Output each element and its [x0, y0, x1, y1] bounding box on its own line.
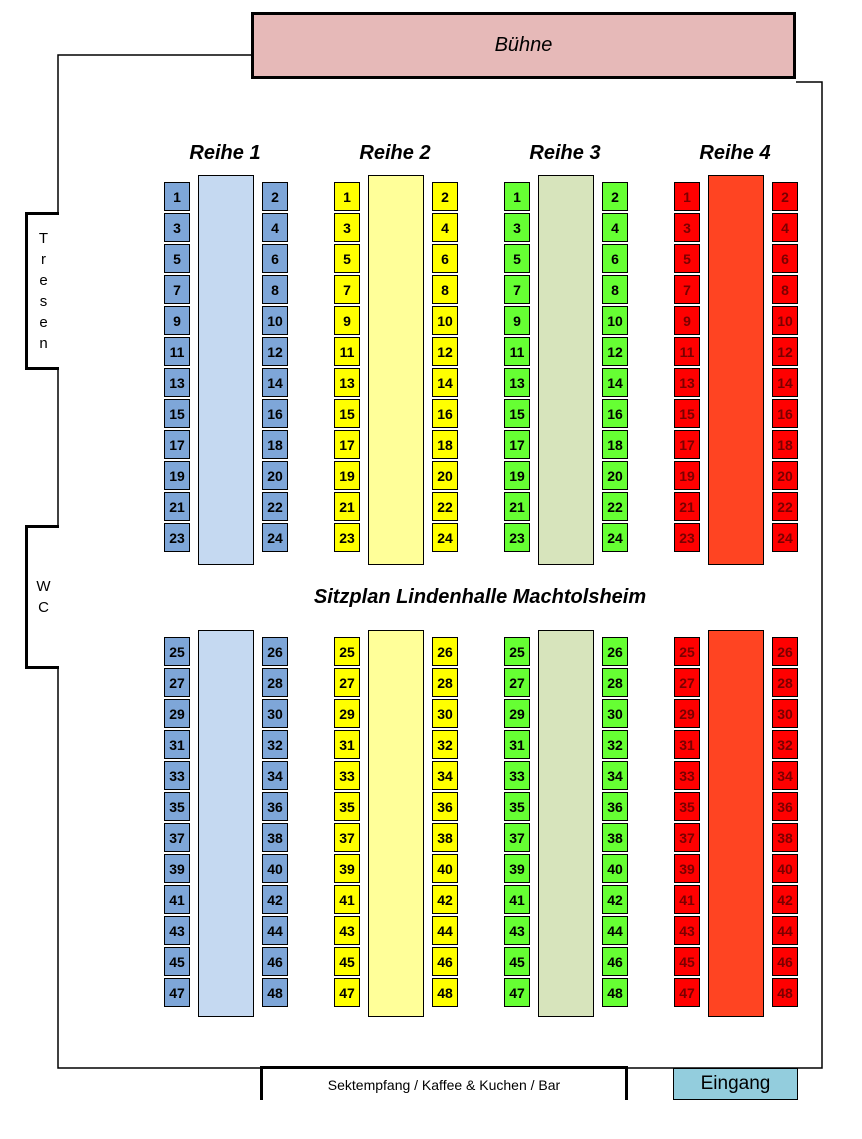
seat[interactable]: 7	[334, 275, 360, 304]
seat[interactable]: 44	[432, 916, 458, 945]
table	[368, 175, 424, 565]
seat[interactable]: 43	[674, 916, 700, 945]
seat[interactable]: 8	[432, 275, 458, 304]
seat[interactable]: 43	[334, 916, 360, 945]
seat[interactable]: 45	[504, 947, 530, 976]
seat[interactable]: 34	[262, 761, 288, 790]
seat[interactable]: 37	[164, 823, 190, 852]
seat[interactable]: 45	[674, 947, 700, 976]
seat[interactable]: 24	[432, 523, 458, 552]
seat[interactable]: 27	[504, 668, 530, 697]
seat[interactable]: 5	[164, 244, 190, 273]
seat[interactable]: 40	[602, 854, 628, 883]
seat[interactable]: 38	[432, 823, 458, 852]
seat[interactable]: 40	[432, 854, 458, 883]
seat[interactable]: 19	[504, 461, 530, 490]
seat[interactable]: 37	[504, 823, 530, 852]
seat[interactable]: 9	[504, 306, 530, 335]
seat[interactable]: 10	[262, 306, 288, 335]
bar-letter: e	[39, 314, 48, 331]
seat[interactable]: 30	[432, 699, 458, 728]
seat[interactable]: 27	[164, 668, 190, 697]
seat[interactable]: 32	[602, 730, 628, 759]
seat[interactable]: 23	[674, 523, 700, 552]
seat[interactable]: 11	[334, 337, 360, 366]
seat[interactable]: 2	[772, 182, 798, 211]
seat[interactable]: 3	[164, 213, 190, 242]
seat[interactable]: 33	[504, 761, 530, 790]
seat[interactable]: 35	[674, 792, 700, 821]
seat[interactable]: 33	[674, 761, 700, 790]
seat[interactable]: 37	[334, 823, 360, 852]
seat[interactable]: 21	[504, 492, 530, 521]
seat[interactable]: 19	[674, 461, 700, 490]
seat[interactable]: 42	[602, 885, 628, 914]
seat[interactable]: 2	[432, 182, 458, 211]
seat[interactable]: 27	[334, 668, 360, 697]
entrance-label: Eingang	[700, 1073, 771, 1094]
seat[interactable]: 46	[432, 947, 458, 976]
seat[interactable]: 30	[602, 699, 628, 728]
seat[interactable]: 18	[772, 430, 798, 459]
seat[interactable]: 40	[772, 854, 798, 883]
seat[interactable]: 7	[674, 275, 700, 304]
seat[interactable]: 10	[772, 306, 798, 335]
seat[interactable]: 20	[262, 461, 288, 490]
seat[interactable]: 41	[334, 885, 360, 914]
seat[interactable]: 5	[504, 244, 530, 273]
seat[interactable]: 43	[164, 916, 190, 945]
seat[interactable]: 4	[602, 213, 628, 242]
seat[interactable]: 2	[602, 182, 628, 211]
seat[interactable]: 26	[602, 637, 628, 666]
seat[interactable]: 22	[432, 492, 458, 521]
reception-area	[260, 1066, 628, 1100]
seat[interactable]: 15	[504, 399, 530, 428]
bar-letter: n	[39, 335, 48, 352]
seat[interactable]: 25	[504, 637, 530, 666]
seat[interactable]: 18	[602, 430, 628, 459]
seat[interactable]: 45	[164, 947, 190, 976]
seat[interactable]: 42	[772, 885, 798, 914]
seat[interactable]: 12	[772, 337, 798, 366]
wc-letter: W	[36, 578, 51, 595]
stage-label: Bühne	[494, 34, 553, 56]
seat[interactable]: 26	[262, 637, 288, 666]
seat[interactable]: 46	[602, 947, 628, 976]
row-title: Reihe 2	[359, 142, 431, 164]
seat[interactable]: 23	[334, 523, 360, 552]
seat[interactable]: 14	[602, 368, 628, 397]
seat[interactable]: 24	[262, 523, 288, 552]
bar-letter: s	[39, 293, 48, 310]
seat[interactable]: 31	[334, 730, 360, 759]
seat[interactable]: 25	[674, 637, 700, 666]
seat[interactable]: 21	[334, 492, 360, 521]
seat[interactable]: 4	[772, 213, 798, 242]
seat[interactable]: 9	[164, 306, 190, 335]
seat[interactable]: 41	[164, 885, 190, 914]
seat[interactable]: 34	[772, 761, 798, 790]
seat[interactable]: 46	[262, 947, 288, 976]
seat[interactable]: 13	[334, 368, 360, 397]
row-title: Reihe 1	[189, 142, 261, 164]
wc-letter: C	[38, 599, 49, 616]
seat[interactable]: 17	[504, 430, 530, 459]
seat[interactable]: 42	[262, 885, 288, 914]
seat[interactable]: 16	[772, 399, 798, 428]
seat[interactable]: 10	[432, 306, 458, 335]
seat[interactable]: 29	[164, 699, 190, 728]
seat[interactable]: 15	[334, 399, 360, 428]
seat[interactable]: 18	[262, 430, 288, 459]
seat[interactable]: 28	[772, 668, 798, 697]
entrance[interactable]	[673, 1068, 798, 1100]
seat[interactable]: 17	[164, 430, 190, 459]
seat[interactable]: 31	[164, 730, 190, 759]
seat[interactable]: 19	[334, 461, 360, 490]
seat[interactable]: 29	[504, 699, 530, 728]
seat[interactable]: 12	[432, 337, 458, 366]
table	[198, 175, 254, 565]
seat[interactable]: 29	[334, 699, 360, 728]
seat[interactable]: 13	[164, 368, 190, 397]
seat[interactable]: 6	[602, 244, 628, 273]
stage	[251, 12, 796, 79]
seat[interactable]: 7	[164, 275, 190, 304]
table	[368, 630, 424, 1017]
seat[interactable]: 7	[504, 275, 530, 304]
seat[interactable]: 47	[674, 978, 700, 1007]
seat[interactable]: 4	[432, 213, 458, 242]
seat[interactable]: 44	[772, 916, 798, 945]
seat[interactable]: 15	[164, 399, 190, 428]
seat[interactable]: 22	[772, 492, 798, 521]
seat[interactable]: 35	[164, 792, 190, 821]
seat[interactable]: 16	[262, 399, 288, 428]
seat[interactable]: 17	[334, 430, 360, 459]
seat[interactable]: 28	[432, 668, 458, 697]
reception-label: Sektempfang / Kaffee & Kuchen / Bar	[327, 1076, 561, 1093]
seat[interactable]: 6	[262, 244, 288, 273]
wc-area	[25, 525, 59, 669]
seat[interactable]: 21	[674, 492, 700, 521]
seat[interactable]: 35	[334, 792, 360, 821]
seat[interactable]: 46	[772, 947, 798, 976]
seat[interactable]: 31	[674, 730, 700, 759]
seat[interactable]: 42	[432, 885, 458, 914]
seat[interactable]: 47	[504, 978, 530, 1007]
seat[interactable]: 38	[772, 823, 798, 852]
seat[interactable]: 11	[504, 337, 530, 366]
seat[interactable]: 22	[262, 492, 288, 521]
seat[interactable]: 48	[262, 978, 288, 1007]
table	[198, 630, 254, 1017]
seat[interactable]: 10	[602, 306, 628, 335]
seat[interactable]: 41	[674, 885, 700, 914]
seat[interactable]: 8	[602, 275, 628, 304]
seat[interactable]: 39	[674, 854, 700, 883]
bar-letter: r	[41, 251, 46, 268]
seat[interactable]: 37	[674, 823, 700, 852]
seat[interactable]: 34	[432, 761, 458, 790]
seat[interactable]: 38	[602, 823, 628, 852]
seat[interactable]: 1	[674, 182, 700, 211]
seat[interactable]: 14	[772, 368, 798, 397]
seat[interactable]: 15	[674, 399, 700, 428]
seat[interactable]: 16	[432, 399, 458, 428]
seat[interactable]: 8	[262, 275, 288, 304]
table	[708, 175, 764, 565]
seat[interactable]: 39	[504, 854, 530, 883]
seat[interactable]: 16	[602, 399, 628, 428]
seat[interactable]: 31	[504, 730, 530, 759]
seat[interactable]: 24	[602, 523, 628, 552]
seat[interactable]: 3	[674, 213, 700, 242]
seat[interactable]: 43	[504, 916, 530, 945]
seat[interactable]: 11	[674, 337, 700, 366]
row-title: Reihe 3	[529, 142, 601, 164]
seat[interactable]: 28	[602, 668, 628, 697]
seat[interactable]: 19	[164, 461, 190, 490]
plan-title: Sitzplan Lindenhalle Machtolsheim	[313, 586, 647, 608]
bar-letter: e	[39, 272, 48, 289]
seat[interactable]: 11	[164, 337, 190, 366]
seat[interactable]: 36	[602, 792, 628, 821]
seat[interactable]: 20	[432, 461, 458, 490]
seat[interactable]: 9	[674, 306, 700, 335]
seat[interactable]: 22	[602, 492, 628, 521]
seat[interactable]: 20	[602, 461, 628, 490]
seat[interactable]: 36	[432, 792, 458, 821]
seat[interactable]: 13	[504, 368, 530, 397]
seat[interactable]: 26	[772, 637, 798, 666]
seat[interactable]: 5	[334, 244, 360, 273]
seat[interactable]: 36	[772, 792, 798, 821]
seat[interactable]: 20	[772, 461, 798, 490]
seat[interactable]: 6	[772, 244, 798, 273]
seat[interactable]: 33	[164, 761, 190, 790]
seat[interactable]: 47	[334, 978, 360, 1007]
seat[interactable]: 48	[432, 978, 458, 1007]
row-title: Reihe 4	[699, 142, 771, 164]
seat[interactable]: 29	[674, 699, 700, 728]
seat[interactable]: 3	[334, 213, 360, 242]
seat[interactable]: 48	[772, 978, 798, 1007]
seat[interactable]: 1	[334, 182, 360, 211]
table	[538, 175, 594, 565]
seat[interactable]: 9	[334, 306, 360, 335]
seat[interactable]: 1	[164, 182, 190, 211]
seat[interactable]: 41	[504, 885, 530, 914]
seat[interactable]: 39	[334, 854, 360, 883]
seat[interactable]: 21	[164, 492, 190, 521]
seat[interactable]: 40	[262, 854, 288, 883]
seat[interactable]: 2	[262, 182, 288, 211]
table	[708, 630, 764, 1017]
seat[interactable]: 48	[602, 978, 628, 1007]
seat[interactable]: 5	[674, 244, 700, 273]
seat[interactable]: 32	[262, 730, 288, 759]
seat[interactable]: 45	[334, 947, 360, 976]
seat[interactable]: 3	[504, 213, 530, 242]
seat[interactable]: 14	[262, 368, 288, 397]
seat[interactable]: 17	[674, 430, 700, 459]
seat[interactable]: 30	[262, 699, 288, 728]
seat[interactable]: 47	[164, 978, 190, 1007]
seat[interactable]: 35	[504, 792, 530, 821]
seat[interactable]: 12	[262, 337, 288, 366]
seat[interactable]: 33	[334, 761, 360, 790]
seat[interactable]: 26	[432, 637, 458, 666]
seat[interactable]: 44	[262, 916, 288, 945]
seat[interactable]: 23	[504, 523, 530, 552]
seat[interactable]: 32	[432, 730, 458, 759]
seat[interactable]: 1	[504, 182, 530, 211]
seat[interactable]: 18	[432, 430, 458, 459]
seat[interactable]: 34	[602, 761, 628, 790]
seat[interactable]: 13	[674, 368, 700, 397]
bar-letter: T	[38, 230, 49, 247]
seat[interactable]: 8	[772, 275, 798, 304]
seat[interactable]: 38	[262, 823, 288, 852]
seat[interactable]: 39	[164, 854, 190, 883]
seat[interactable]: 12	[602, 337, 628, 366]
seat[interactable]: 4	[262, 213, 288, 242]
table	[538, 630, 594, 1017]
seat[interactable]: 25	[164, 637, 190, 666]
seat[interactable]: 25	[334, 637, 360, 666]
seat[interactable]: 28	[262, 668, 288, 697]
seat[interactable]: 32	[772, 730, 798, 759]
bar-counter	[25, 212, 59, 370]
seat[interactable]: 30	[772, 699, 798, 728]
seat[interactable]: 23	[164, 523, 190, 552]
seat[interactable]: 36	[262, 792, 288, 821]
seat[interactable]: 6	[432, 244, 458, 273]
seat[interactable]: 14	[432, 368, 458, 397]
seat[interactable]: 44	[602, 916, 628, 945]
seat[interactable]: 27	[674, 668, 700, 697]
seat[interactable]: 24	[772, 523, 798, 552]
